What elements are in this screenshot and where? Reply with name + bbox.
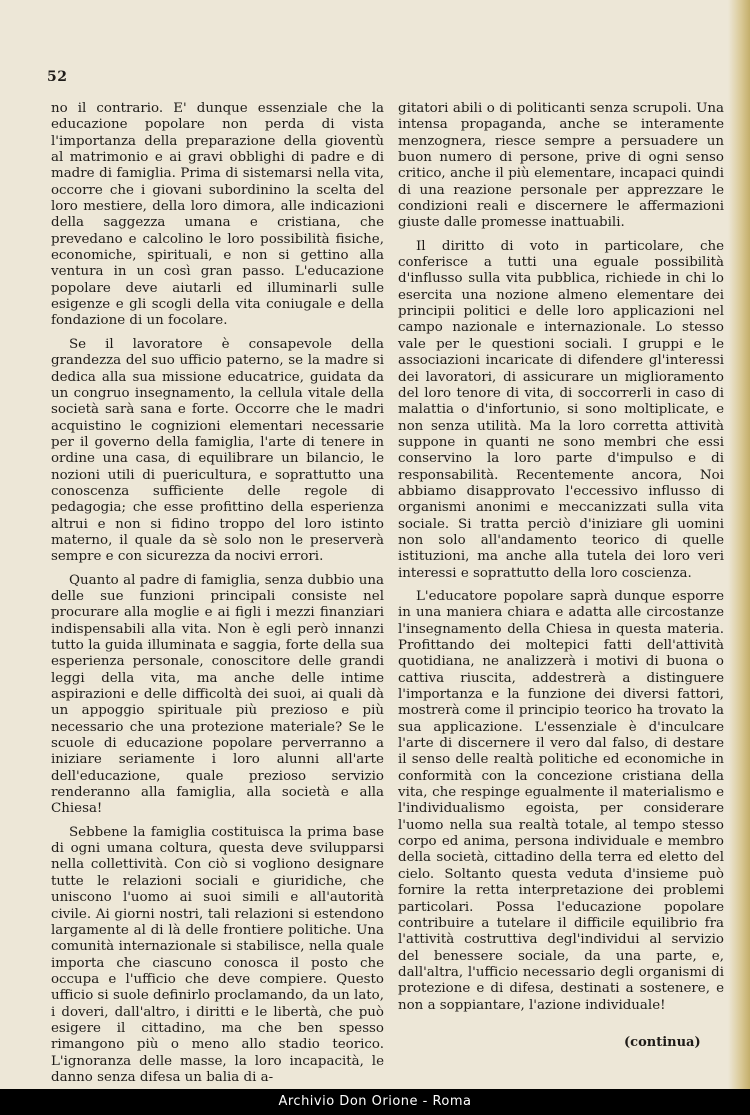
page-edge-shading: [728, 0, 750, 1090]
left-text-column: [51, 101, 384, 1093]
paragraph: Se il lavoratore è consapevole della grandezza del suo ufficio paterno, se la madre si dedica alla sua missione educatrice, guidata da un congruo insegnamento, la cellula vitale della società sarà sana e forte. Occorre che le madri acquistino le cognizioni elementari necessarie per il governo della famiglia, l'arte di tenere in ordine una casa, di equilibrare un bilancio, le nozioni utili di puericultura, e soprattutto una conoscenza sufficiente delle regole di pedagogia; che esse profittino della esperienza altrui e non si fidino troppo del loro istinto materno, il quale da sè solo non le preserverà sempre e con sicurezza da nocivi errori.: [51, 336, 384, 565]
page-number: 52: [47, 69, 68, 85]
archive-footer-bar: Archivio Don Orione - Roma: [0, 1089, 750, 1115]
continua-note: (continua): [624, 1035, 701, 1050]
paragraph: Sebbene la famiglia costituisca la prima base di ogni umana coltura, questa deve svilupparsi nella collettività. Con ciò si vogliono designare tutte le relazioni sociali e giuridiche, che uniscono l'uomo ai suoi simili e all'autorità civile. Ai giorni nostri, tali relazioni si estendono largamente al di là delle frontiere politiche. Una comunità internazionale si stabilisce, nella quale importa che ciascuno conosca il posto che occupa e l'ufficio che deve compiere. Questo ufficio si suole definirlo proclamando, da un lato, i doveri, dall'altro, i diritti e le libertà, che può esigere il cittadino, ma che ben spesso rimangono più o meno allo stadio teorico. L'ignoranza delle masse, la loro incapacità, le danno senza difesa un balia di a-: [51, 824, 384, 1085]
paragraph: Il diritto di voto in particolare, che conferisce a tutti una eguale possibilità d'influsso sulla vita pubblica, richiede in chi lo esercita una nozione almeno elementare dei principii politici e delle loro applicazioni nel campo nazionale e internazionale. Lo stesso vale per le questioni sociali. I gruppi e le associazioni incaricate di difendere gl'interessi dei lavoratori, di assicurare un miglioramento del loro tenore di vita, di soccorrerli in caso di malattia o d'infortunio, si sono moltiplicate, e non senza utilità. Ma la loro corretta attività suppone in quanti ne sono membri che essi conservino la loro parte d'impulso e di responsabilità. Recentemente ancora, Noi abbiamo disapprovato l'eccessivo influsso di organismi anonimi e meccanizzati sulla vita sociale. Si tratta perciò d'iniziare gli uomini non solo all'andamento teorico di quelle istituzioni, ma anche alla tutela dei loro veri interessi e soprattutto della loro coscienza.: [398, 238, 724, 581]
paragraph: L'educatore popolare saprà dunque esporre in una maniera chiara e adatta alle circostanze l'insegnamento della Chiesa in questa materia. Profittando dei moltepici fatti dell'attività quotidiana, ne analizzerà i motivi di buona o cattiva riuscita, addestrerà a distinguere l'importanza e la funzione dei diversi fattori, mostrerà come il principio teorico ha trovato la sua applicazione. L'essenziale è d'inculcare l'arte di discernere il vero dal falso, di destare il senso delle realtà politiche ed economiche in conformità con la concezione cristiana della vita, che respinge egualmente il materialismo e l'individualismo egoista, per considerare l'uomo nella sua realtà totale, al tempo stesso corpo ed anima, persona individuale e membro della società, cittadino della terra ed eletto del cielo. Soltanto questa veduta d'insieme può fornire la retta interpretazione dei problemi particolari. Possa l'educazione popolare contribuire a tutelare il difficile equilibrio fra l'attività costruttiva degl'individui al servizio del benessere sociale, da una parte, e, dall'altra, l'ufficio necessario degli organismi di protezione e di difesa, destinati a sostenere, e non a soppiantare, l'azione individuale!: [398, 588, 724, 1013]
right-text-column: [398, 101, 724, 1021]
paragraph: no il contrario. E' dunque essenziale che la educazione popolare non perda di vista l'importanza della preparazione della gioventù al matrimonio e ai gravi obblighi di padre e di madre di famiglia. Prima di sistemarsi nella vita, occorre che i giovani subordinino la scelta del loro mestiere, della loro dimora, alle indicazioni della saggezza umana e cristiana, che prevedano e calcolino le loro possibilità fisiche, economiche, spirituali, e non si gettino alla ventura in un così gran passo. L'educazione popolare deve aiutarli ed illuminarli sulle esigenze e gli scogli della vita coniugale e della fondazione di un focolare.: [51, 101, 384, 329]
paragraph: gitatori abili o di politicanti senza scrupoli. Una intensa propaganda, anche se interamente menzognera, riesce sempre a persuadere un buon numero di persone, prive di ogni senso critico, anche il più elementare, incapaci quindi di una reazione personale per apprezzare le condizioni reali e discernere le affermazioni giuste dalle promesse inattuabili.: [398, 101, 724, 231]
paragraph: Quanto al padre di famiglia, senza dubbio una delle sue funzioni principali consiste nel procurare alla moglie e ai figli i mezzi finanziari indispensabili alla vita. Non è egli però innanzi tutto la guida illuminata e saggia, forte della sua esperienza personale, conoscitore delle grandi leggi della vita, ma anche delle intime aspirazioni e delle difficoltà dei suoi, ai quali dà un appoggio spirituale più prezioso e più necessario che una protezione materiale? Se le scuole di educazione popolare perverranno a iniziare seriamente i loro alunni all'arte dell'educazione, quale prezioso servizio renderanno alla famiglia, alla società e alla Chiesa!: [51, 572, 384, 817]
